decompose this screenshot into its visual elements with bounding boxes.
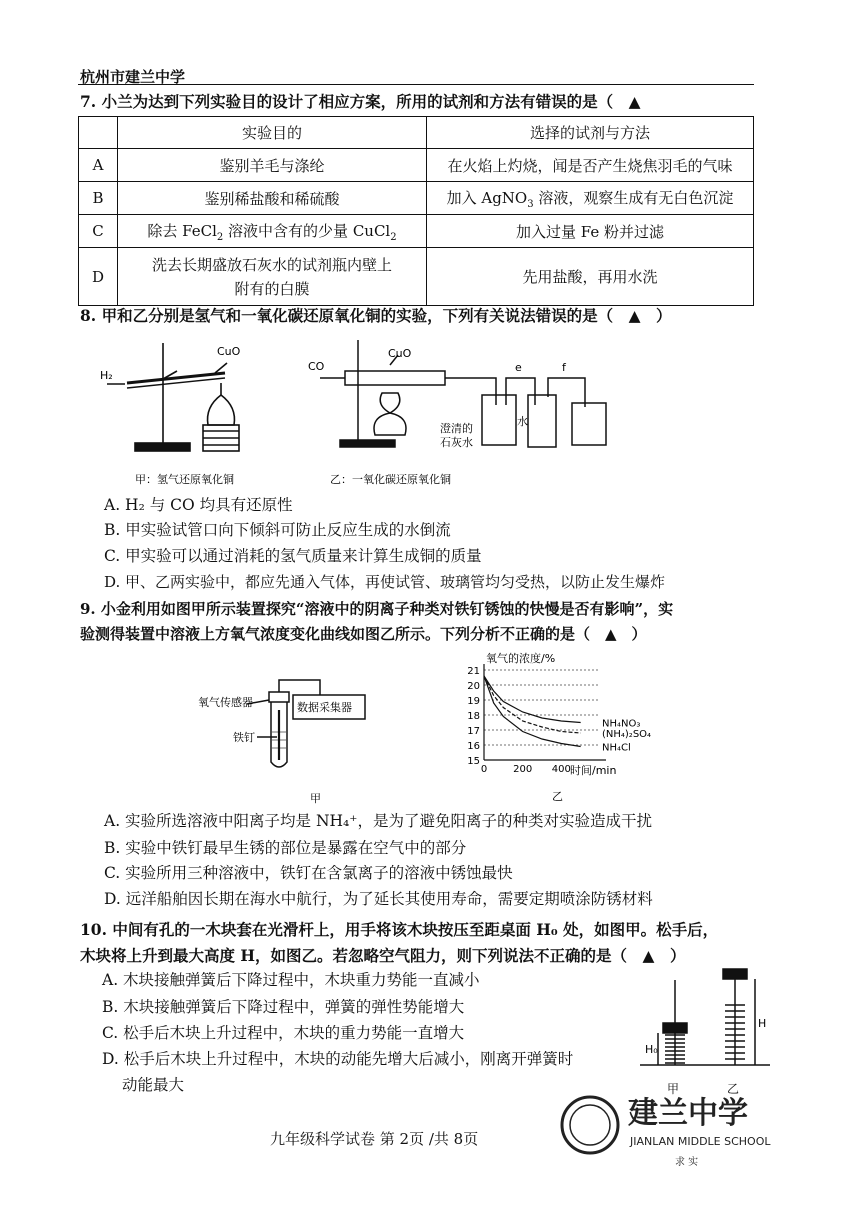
x-tick-label: 400 (551, 764, 571, 775)
header-divider (78, 84, 754, 85)
q8-option-d: D. 甲、乙两实验中，都应先通入气体，再使试管、玻璃管均匀受热，以防止发生爆炸 (104, 573, 666, 591)
co-label: CO (308, 360, 325, 373)
cuo-label: CuO (217, 345, 241, 358)
cuo-pointer (215, 363, 227, 373)
h2-reduction-apparatus (95, 335, 260, 490)
series-line (484, 676, 581, 733)
method-text: 加入 AgNO (446, 188, 528, 207)
purpose-line: 洗去长期盛放石灰水的试剂瓶内壁上 (151, 255, 392, 274)
fig-yi-label: 乙 (727, 1082, 740, 1096)
q7-stem: 7. 小兰为达到下列实验目的设计了相应方案，所用的试剂和方法有错误的是（ ▲ (80, 92, 641, 111)
purpose-text: 溶液中含有的少量 CuCl (223, 221, 391, 240)
y-tick-label: 19 (467, 696, 480, 707)
y-tick-label: 16 (467, 741, 480, 752)
method-text: 溶液，观察生成有无白色沉淀 (533, 188, 734, 207)
seal-english: JIANLAN MIDDLE SCHOOL (630, 1135, 771, 1148)
q9-option-c: C. 实验所用三种溶液中，铁钉在含氯离子的溶液中锈蚀最快 (104, 864, 513, 882)
alcohol-lamp (374, 413, 406, 435)
y-tick-label: 18 (467, 711, 480, 722)
q10-option-a: A. 木块接触弹簧后下降过程中，木块重力势能一直减小 (102, 971, 480, 989)
page-footer: 九年级科学试卷 第 2页 /共 8页 (270, 1130, 479, 1148)
h0-label: H₀ (645, 1043, 658, 1056)
series-label: NH₄NO₃ (602, 718, 641, 730)
q9-stem-line1: 9. 小金利用如图甲所示装置探究“溶液中的阴离子种类对铁钉锈蚀的快慢是否有影响”，实 (80, 600, 674, 618)
cuo-label: CuO (388, 347, 412, 360)
x-axis-label: 时间/min (570, 764, 617, 777)
q9-option-b: B. 实验中铁钉最早生锈的部位是暴露在空气中的部分 (104, 839, 467, 857)
flame (380, 393, 400, 413)
y-tick-label: 15 (467, 756, 480, 767)
fig-jia-label: 甲 (667, 1082, 680, 1096)
collector-label: 数据采集器 (297, 701, 352, 714)
table-row (79, 149, 754, 182)
water-label: 水 (517, 415, 528, 428)
water-bottle (528, 395, 556, 447)
figure-caption: 乙 (552, 790, 563, 803)
q10-option-b: B. 木块接触弹簧后下降过程中，弹簧的弹性势能增大 (102, 998, 465, 1016)
q10-option-c: C. 松手后木块上升过程中，木块的重力势能一直增大 (102, 1024, 465, 1042)
table-header-method: 选择的试剂与方法 (427, 117, 754, 149)
row-purpose (118, 215, 427, 248)
alcohol-lamp (208, 395, 235, 425)
figure-caption: 甲 (310, 792, 321, 805)
q10-stem-line1: 10. 中间有孔的一木块套在光滑杆上，用手将该木块按压至距桌面 H₀ 处，如图甲。松手后， (80, 920, 719, 939)
oxygen-concentration-chart (450, 648, 690, 808)
q9-stem-line2: 验测得装置中溶液上方氧气浓度变化曲线如图乙所示。下列分析不正确的是（ ▲ ） (80, 625, 647, 643)
y-tick-label: 21 (467, 666, 480, 677)
seal-inner-circle (570, 1105, 610, 1145)
purpose-text: 除去 FeCl (147, 221, 217, 240)
purpose-line: 附有的白膜 (234, 279, 310, 298)
x-tick-label: 200 (513, 764, 533, 775)
row-purpose (118, 248, 427, 306)
q8-option-b: B. 甲实验试管口向下倾斜可防止反应生成的水倒流 (104, 521, 451, 539)
table-header-blank (79, 117, 118, 149)
row-label: D (79, 248, 118, 306)
table-header-row (79, 117, 754, 149)
x-tick-label: 0 (480, 764, 488, 775)
q10-stem-line2: 木块将上升到最大高度 H，如图乙。若忽略空气阻力，则下列说法不正确的是（ ▲ ） (80, 946, 686, 965)
school-name: 杭州市建兰中学 (80, 68, 186, 86)
glass-tube (345, 371, 445, 385)
y-tick-label: 17 (467, 726, 480, 737)
row-label: A (79, 149, 118, 182)
table-row (79, 182, 754, 215)
series-line (484, 676, 581, 723)
row-purpose: 鉴别稀盐酸和稀硫酸 (118, 182, 427, 215)
series-label: NH₄Cl (602, 742, 631, 754)
wood-block (663, 1023, 687, 1033)
connecting-tube (445, 378, 496, 405)
q9-option-a: A. 实验所选溶液中阳离子均是 NH₄⁺，是为了避免阳离子的种类对实验造成干扰 (104, 812, 652, 830)
tube-stopper (269, 692, 289, 702)
wood-block (723, 969, 747, 979)
limewater-label: 石灰水 (440, 436, 473, 449)
subscript: 2 (216, 231, 224, 243)
h2-label: H₂ (100, 369, 113, 382)
nail-label: 铁钉 (233, 731, 255, 744)
row-method: 在火焰上灼烧，闻是否产生烧焦羽毛的气味 (427, 149, 754, 182)
row-method (427, 182, 754, 215)
stand-base (135, 443, 190, 451)
school-seal (560, 1085, 790, 1185)
row-method: 加入过量 Fe 粉并过滤 (427, 215, 754, 248)
subscript: 3 (527, 198, 534, 210)
y-tick-label: 20 (467, 681, 480, 692)
test-tube (127, 373, 225, 383)
q8-stem: 8. 甲和乙分别是氢气和一氧化碳还原氧化铜的实验，下列有关说法错误的是（ ▲ ） (80, 306, 672, 325)
q8-option-c: C. 甲实验可以通过消耗的氢气质量来计算生成铜的质量 (104, 547, 482, 565)
series-label: (NH₄)₂SO₄ (602, 729, 652, 740)
seal-calligraphy: 建兰中学 (628, 1096, 748, 1131)
limewater-bottle (482, 395, 516, 445)
limewater-label: 澄清的 (440, 422, 473, 435)
table-header-purpose: 实验目的 (118, 117, 427, 149)
tube-e-label: e (515, 361, 522, 374)
row-label: B (79, 182, 118, 215)
figure-caption: 甲：氢气还原氧化铜 (135, 473, 234, 486)
q9-option-d: D. 远洋船舶因长期在海水中航行，为了延长其使用寿命，需要定期喷涂防锈材料 (104, 890, 653, 908)
table-row (79, 248, 754, 306)
q8-option-a: A. H₂ 与 CO 均具有还原性 (104, 496, 293, 514)
row-method: 先用盐酸，再用水洗 (427, 248, 754, 306)
h-label: H (758, 1017, 767, 1030)
chart-title: 氧气的浓度/% (486, 652, 556, 665)
subscript: 2 (390, 231, 397, 243)
q10-option-d-cont: 动能最大 (122, 1076, 185, 1094)
nail-corrosion-apparatus (195, 670, 375, 815)
row-purpose: 鉴别羊毛与涤纶 (118, 149, 427, 182)
connecting-tube (506, 378, 535, 405)
stand-base (340, 440, 395, 447)
table-row (79, 215, 754, 248)
co-reduction-apparatus (300, 335, 630, 490)
row-label: C (79, 215, 118, 248)
figure-caption: 乙：一氧化碳还原氧化铜 (330, 473, 451, 486)
series-line (484, 676, 581, 747)
sensor-label: 氧气传感器 (198, 696, 253, 709)
q10-option-d: D. 松手后木块上升过程中，木块的动能先增大后减小，刚离开弹簧时 (102, 1050, 574, 1068)
tube-f-label: f (562, 361, 566, 374)
seal-motto: 求 实 (675, 1157, 699, 1168)
beaker (572, 403, 606, 445)
spring-block-figure (630, 965, 780, 1070)
q7-table (78, 116, 754, 306)
